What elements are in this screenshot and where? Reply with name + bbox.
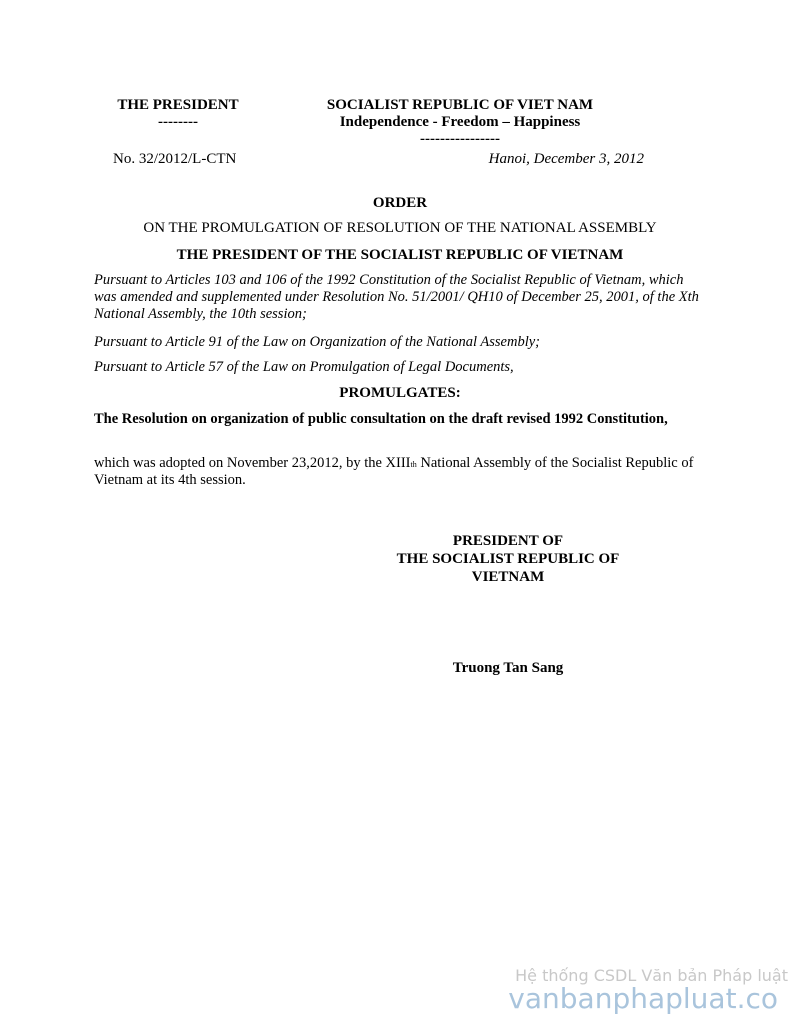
place-and-date: Hanoi, December 3, 2012	[488, 151, 644, 167]
resolution-title: The Resolution on organization of public consultation on the draft revised 1992 Constitution,	[94, 411, 668, 427]
signature-title-line: PRESIDENT OF	[452, 533, 564, 549]
document-subject: ON THE PROMULGATION OF RESOLUTION OF THE NATIONAL ASSEMBLY	[143, 220, 657, 236]
motto-separator: ----------------	[420, 131, 500, 147]
national-title: SOCIALIST REPUBLIC OF VIET NAM	[326, 97, 594, 113]
pursuant-clause: Pursuant to Articles 103 and 106 of the 1992 Constitution of the Socialist Republic of Vietnam, which was amended and supplemented under Resolution No. 51/2001/ QH10 of December 25, 2001, of the Xth National Assembly, the 10th session;	[94, 272, 699, 322]
signature-title-line: VIETNAM	[471, 569, 545, 585]
signature-title	[368, 532, 648, 586]
signatory-name: Truong Tan Sang	[452, 660, 564, 676]
watermark-caption: Hệ thống CSDL Văn bản Pháp luật	[515, 966, 788, 985]
document-number: No. 32/2012/L-CTN	[113, 151, 237, 167]
issuer-separator: --------	[158, 114, 198, 130]
national-motto: Independence - Freedom – Happiness	[339, 114, 581, 130]
issuer-full-title: THE PRESIDENT OF THE SOCIALIST REPUBLIC OF VIETNAM	[176, 247, 624, 263]
promulgates-heading: PROMULGATES:	[339, 385, 461, 401]
adoption-statement	[94, 455, 706, 489]
document-type-title: ORDER	[372, 195, 428, 211]
ordinal-superscript: th	[410, 460, 417, 469]
adoption-text-start: which was adopted on November 23,2012, by the XIII	[94, 455, 411, 471]
pursuant-clause: Pursuant to Article 57 of the Law on Promulgation of Legal Documents,	[94, 359, 514, 375]
pursuant-clause: Pursuant to Article 91 of the Law on Organization of the National Assembly;	[94, 334, 541, 350]
signature-title-line: THE SOCIALIST REPUBLIC OF	[396, 551, 620, 567]
issuer-heading: THE PRESIDENT	[117, 97, 239, 113]
watermark-site: vanbanphapluat.co	[508, 982, 778, 1015]
adoption-text-end: National Assembly of the Socialist Republic of Vietnam at its 4th session.	[94, 455, 694, 488]
